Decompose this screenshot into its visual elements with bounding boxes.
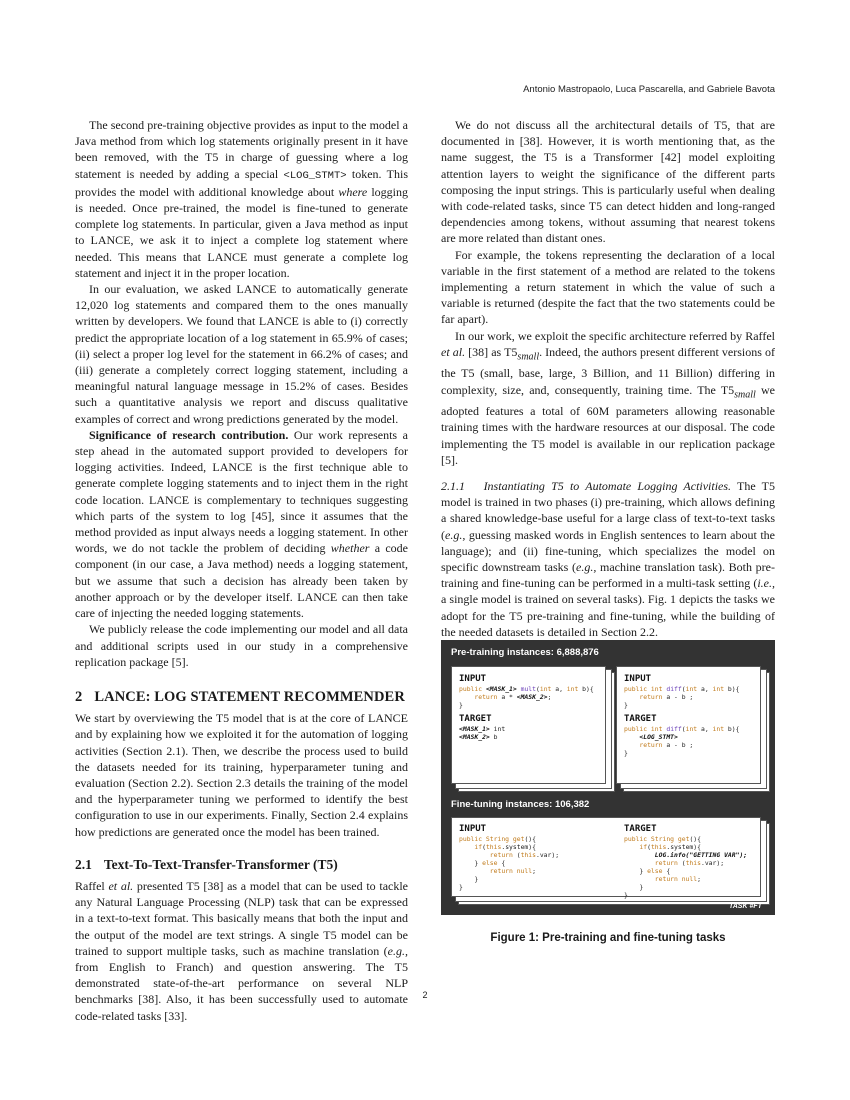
paragraph: For example, the tokens representing the declaration of a local variable in the first statement of a method are related to the tokens implementing a return statement in which the value of such a variable is returned (despite the fact that the two statements could be far apart). <box>441 247 775 327</box>
paragraph: In our evaluation, we asked LANCE to automatically generate 12,020 log statements and compared them to the ones manually written by developers. We found that LANCE is able to (i) correctly predict the appropriate location of a log statement in 65.9% of cases; (ii) select a proper log level for the statement in 66.2% of cases; and (iii) generate a completely correct logging statement, including a meaningful natural language message in 15.2% of cases. Besides such a quantitative analysis we report and discuss qualitative examples of correct and wrong predictions generated by the model. <box>75 282 408 426</box>
paragraph: We do not discuss all the architectural details of T5, that are documented in [38]. However, it is worth mentioning that, as the name suggest, the T5 is a Transformer [42] model exploiting attention layers to weight the significance of the different parts composing the input strings. This is particularly useful when dealing with code-related tasks, since T5 can detect hidden and long-ranged dependencies among tokens, without assuming that nearest tokens are more related than distant ones. <box>441 118 775 246</box>
figure-tasks <box>441 640 775 915</box>
task-ft-card: INPUT public String get(){ if(this.system){ return (this.var); } else { return null; } } TARGET public String get(){ if(this.system){ LOG.info("GETTING VAR"); return (this.var); } else { return null; } } <box>451 817 761 897</box>
right-column <box>441 117 775 640</box>
paragraph: Significance of research contribution. Our work represents a step ahead in the automated support provided to developers for logging activities. Indeed, LANCE is the first technique able to generate complete logging statements and to inject them in the right code location. LANCE is complementary to techniques suggesting which parts of the system to log [45], since it assumes that the method provided as input always needs a logging statement. In other words, we do not tackle the problem of deciding whether a code component (in our case, a Java method) needs a logging statement, but we assume that such a decision has already been taken by another approach or by the developer itself. LANCE can then take care of injecting the needed logging statements. <box>75 427 408 621</box>
task-label: TASK #P2 <box>726 774 759 781</box>
paragraph: 2.1.1 Instantiating T5 to Automate Logging Activities. The T5 model is trained in two phases (i) pre-training, which allows defining a shared knowledge-base useful for a large class of text-to-text tasks (e.g., guessing masked words in English sentences to learn about the language); and (ii) fine-tuning, which specializes the model on specific downstream tasks (e.g., machine translation task). Both pre-training and fine-tuning can be performed in a multi-task setting (i.e., a single model is trained on several tasks). Fig. 1 depicts the tasks we adopt for the T5 pre-training and fine-tuning, while the building of the needed datasets is detailed in Section 2.2. <box>441 479 775 639</box>
task-label: TASK #P1 <box>569 774 602 781</box>
task-label: TASK #FT <box>729 903 762 910</box>
paragraph: We publicly release the code implementing our model and all data and additional scripts used in our study in a comprehensive replication package [5]. <box>75 622 408 669</box>
left-column <box>75 117 408 1024</box>
pretrain-title: Pre-training instances: 6,888,876 <box>451 647 599 658</box>
finetune-title: Fine-tuning instances: 106,382 <box>451 799 590 810</box>
figure-caption: Figure 1: Pre-training and fine-tuning tasks <box>490 932 726 944</box>
subsection-heading: 2.1 Text-To-Text-Transfer-Transformer (T5) <box>75 856 338 872</box>
running-header: Antonio Mastropaolo, Luca Pascarella, and Gabriele Bavota <box>523 84 775 95</box>
paragraph: In our work, we exploit the specific architecture referred by Raffel et al. [38] as $T5_{small}$. Indeed, the authors present different versions of the T5 (small, base, large, 3 Billion, and 11 Billion) differing in complexity, size, and, consequently, training time. The $T5_{small}$ we adopted features a total of 60M parameters allowing reasonable training times with the hardware resources at our disposal. The code implementing the T5 model is available in our replication package [5]. <box>441 328 776 467</box>
section-heading: 2 LANCE: LOG STATEMENT RECOMMENDER <box>75 688 405 705</box>
paragraph: The second pre-training objective provides as input to the model a Java method from which log statements originally present in it have been removed, with the T5 in charge of guessing where a log statement is needed by adding a special <LOG_STMT> token. This provides the model with additional knowledge about where logging is needed. Once pre-trained, the model is fine-tuned to generate complete log statements. In particular, given a Java method as input to LANCE, we ask it to inject a complete log statement where needed. This means that LANCE must generate a complete log statement and inject it in the proper location. <box>75 118 408 280</box>
paragraph: Raffel et al. presented T5 [38] as a model that can be used to tackle any Natural Language Processing (NLP) task that can be expressed in a text-to-text format. This basically means that both the input and the output of the model are text strings. A single T5 model can be trained to support multiple tasks, such as machine translation (e.g., from English to Franch) and question answering. The T5 demonstrated state-of-the-art performance on several NLP benchmarks [38]. Also, it has been successfully used to automate code-related tasks [33]. <box>75 878 409 1023</box>
task-p1-card: INPUT public <MASK_1> mult(int a, int b){ return a * <MASK_2>; } TARGET <MASK_1> int <MASK_2> b <box>451 666 606 784</box>
page-number: 2 <box>422 990 428 1000</box>
task-p2-card: INPUT public int diff(int a, int b){ return a - b ; } TARGET public int diff(int a, int b){ <LOG_STMT> return a - b ; } <box>616 666 761 784</box>
paragraph: We start by overviewing the T5 model that is at the core of LANCE and by explaining how we exploited it for the automation of logging activities (Section 2.1). Then, we describe the process used to build the datasets needed for its training, hyperparameter tuning and evaluation (Section 2.2). Section 2.3 details the training of the model and the hyperparameter tuning we performed to identify the best configuration to use in our experiments. Finally, Section 2.4 explains how predictions are generated once the model has been trained. <box>75 711 408 839</box>
